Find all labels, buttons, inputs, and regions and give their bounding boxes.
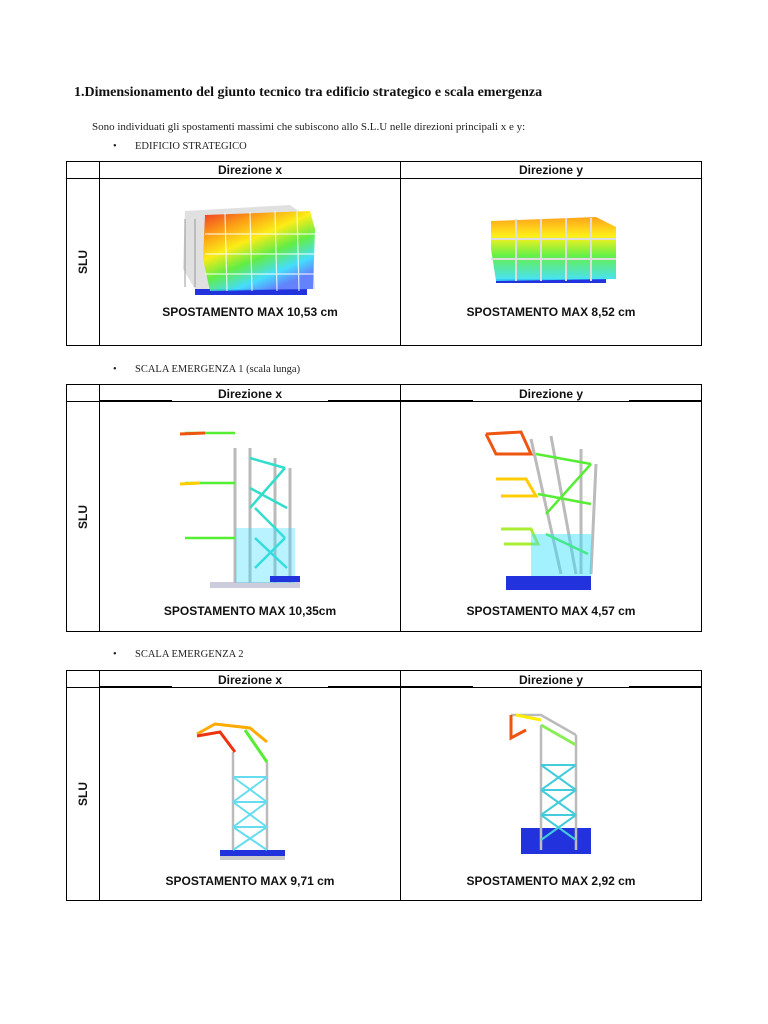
deformed-stair2-y-image: [496, 710, 606, 870]
bullet-scala-emergenza-1: • SCALA EMERGENZA 1 (scala lunga): [113, 364, 301, 375]
caption-scala1-y: SPOSTAMENTO MAX 4,57 cm: [466, 604, 636, 618]
intro-paragraph: Sono individuati gli spostamenti massimi che subiscono allo S.L.U nelle direzioni principali x e y:: [92, 121, 526, 133]
cell-scala2-x: [100, 688, 401, 901]
bullet-dot-icon: •: [113, 141, 117, 152]
deformed-building-x-image: [165, 199, 335, 299]
results-table-scala-1: [66, 384, 702, 632]
bullet-dot-icon: •: [113, 364, 117, 375]
cell-scala1-y: [401, 402, 702, 632]
document-title: 1.Dimensionamento del giunto tecnico tra edificio strategico e scala emergenza: [74, 85, 543, 100]
results-table-edificio: [66, 161, 702, 346]
cell-scala2-y: [401, 688, 702, 901]
table-corner: [67, 162, 100, 179]
header-direzione-y: Direzione y: [401, 671, 702, 688]
caption-scala2-y: SPOSTAMENTO MAX 2,92 cm: [466, 874, 636, 888]
caption-edificio-x: SPOSTAMENTO MAX 10,53 cm: [162, 305, 338, 319]
deformed-stair2-x-image: [195, 722, 305, 872]
header-direzione-x: Direzione x: [100, 671, 401, 688]
caption-scala1-x: SPOSTAMENTO MAX 10,35cm: [163, 604, 337, 618]
bullet-edificio-strategico: • EDIFICIO STRATEGICO: [113, 141, 247, 152]
row-label-slu: SLU: [67, 179, 100, 346]
row-label-slu: SLU: [67, 688, 100, 901]
cell-scala1-x: [100, 402, 401, 632]
row-label-slu: SLU: [67, 402, 100, 632]
cell-edificio-y: [401, 179, 702, 346]
header-direzione-y: Direzione y: [401, 162, 702, 179]
deformed-building-y-image: [476, 209, 626, 299]
header-direzione-y: Direzione y: [401, 385, 702, 402]
bullet-scala-emergenza-2: • SCALA EMERGENZA 2: [113, 649, 244, 660]
bullet-dot-icon: •: [113, 649, 117, 660]
results-table-scala-2: [66, 670, 702, 901]
deformed-stair1-y-image: [476, 424, 626, 599]
table-corner: [67, 671, 100, 688]
caption-scala2-x: SPOSTAMENTO MAX 9,71 cm: [165, 874, 335, 888]
cell-edificio-x: [100, 179, 401, 346]
deformed-stair1-x-image: [175, 428, 325, 598]
header-direzione-x: Direzione x: [100, 162, 401, 179]
caption-edificio-y: SPOSTAMENTO MAX 8,52 cm: [466, 305, 636, 319]
table-corner: [67, 385, 100, 402]
header-direzione-x: Direzione x: [100, 385, 401, 402]
